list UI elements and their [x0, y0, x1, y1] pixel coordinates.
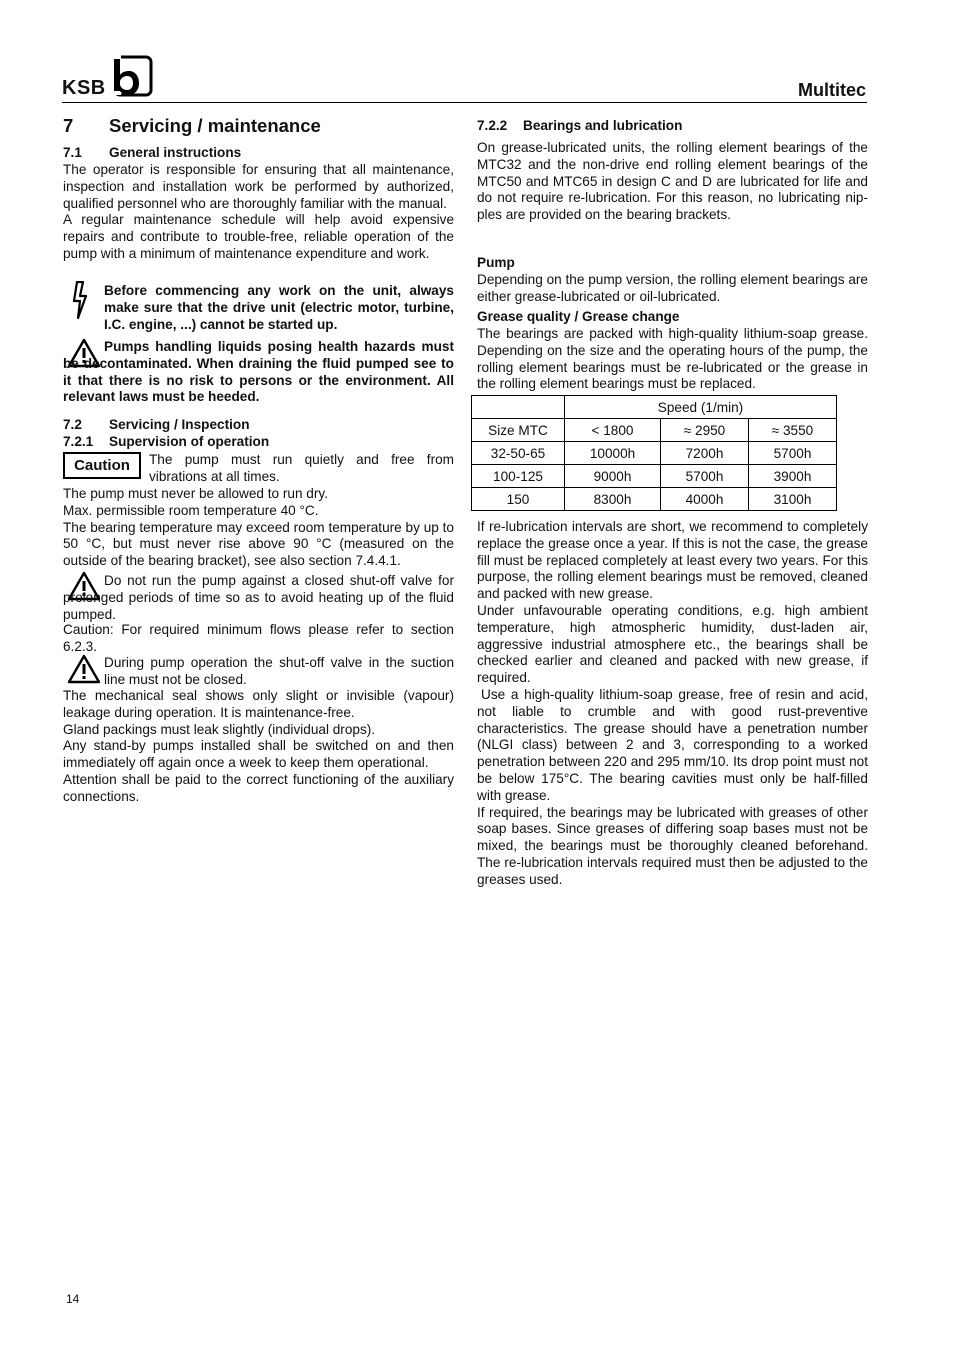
paragraph-text: Gland packings must leak slightly (individual drops). [63, 721, 376, 737]
paragraph-text: A regular maintenance schedule will help avoid expensive repairs and contribute to trouble-free, reliable operation of the pump with a minimum of maintenance expenditure and work. [63, 212, 454, 261]
table-cell: 10000h [565, 442, 661, 465]
paragraph-group [63, 486, 454, 570]
hazard-warning: Pumps handling liquids posing health hazards must be decontaminated. When draining the fluid pumped see to it that there is no risk to persons or the environment. All relevant laws must be heeded. [63, 339, 454, 405]
table-cell: 3100h [749, 488, 837, 511]
table-cell: 8300h [565, 488, 661, 511]
subsection-title: Supervision of operation [109, 434, 270, 449]
paragraph-text: Under unfavourable operating conditions, e.g. high ambient temperature, high atmospheric humidity, dust-laden air, aggressive industrial atmosphere etc., the bearings shall be checked earlier and cleaned and packed with new grease, if required. [477, 602, 868, 686]
electric-warning: Before commencing any work on the unit, always make sure that the drive unit (electric motor, turbine, I.C. engine, ...) cannot be started up. [104, 283, 454, 332]
table-cell: 100-125 [472, 465, 565, 488]
paragraph: The bearings are packed with high-quality lithium-soap grease. Depending on the size and the operating hours of the pump, the rolling element bearings must be re-lubricated or the grease in the rolling element bearings must be replaced. [477, 326, 868, 392]
paragraph-text: Any stand-by pumps installed shall be switched on and then immediately off again once a week to keep them operational. [63, 738, 454, 771]
table-cell: 4000h [661, 488, 749, 511]
paragraph-text: The bearing temperature may exceed room temperature by up to 50 °C, but must never rise above 90 °C (measured on the outside of the bearing bracket), see also section 7.4.4.1. [63, 519, 454, 569]
paragraph: Depending on the pump version, the rolling element bearings are either grease-lubricated or oil-lubricated. [477, 272, 868, 304]
table-cell: 5700h [749, 442, 837, 465]
table-cell: 150 [472, 488, 565, 511]
subsection-number: 7.2 [63, 417, 82, 432]
section-7-2-2-heading [477, 118, 868, 135]
suction-warning: During pump operation the shut-off valve in the suction line must not be closed. [104, 655, 454, 687]
min-flow-paragraph: Caution: For required minimum flows please refer to section 6.2.3. [63, 622, 454, 654]
valve-warning: Do not run the pump against a closed shut-off valve for prolonged periods of time so as to avoid heating up of the fluid pumped. [63, 573, 454, 622]
table-header-cell: Size MTC [472, 419, 565, 442]
section-7-heading [63, 115, 454, 136]
document-title: Multitec [797, 80, 866, 100]
grease-quality-heading: Grease quality / Grease change [477, 309, 680, 324]
header-rule [62, 102, 867, 103]
subsection-title: Servicing / Inspection [109, 417, 250, 432]
table-row [472, 396, 837, 419]
subsection-title: General instructions [109, 145, 242, 160]
paragraph-text: The mechanical seal shows only slight or invisible (vapour) leakage during operation. It is maintenance-free. [63, 688, 454, 720]
paragraph-group [63, 688, 454, 806]
table-row [472, 488, 837, 511]
pump-heading: Pump [477, 255, 515, 270]
paragraph-text: If re-lubrication intervals are short, we recommend to completely replace the grease once a year. If this is not the case, the grease fill must be replaced completely at least every two years. For this purpose, the rolling element bearings must be removed, cleaned and packed with new grease. [477, 519, 868, 602]
paragraph-text: Use a high-quality lithium-soap grease, free of resin and acid, not liable to crumble and with good rust-preventive characteristics. The grease should have a penetration number (NLGI class) between 2 and 3, corresponding to a worked penetration between 220 and 295 mm/10. Its drop point must not be below 175°C. The bearing cavities must only be half-filled with grease. [477, 686, 868, 803]
table-cell: 32-50-65 [472, 442, 565, 465]
logo-text: KSB [62, 77, 106, 99]
section-7-1-heading [63, 145, 454, 162]
table-cell: 9000h [565, 465, 661, 488]
subsection-number: 7.2.1 [63, 434, 94, 449]
subsection-number: 7.2.2 [477, 118, 508, 133]
lubrication-interval-table [471, 395, 837, 511]
table-header-cell: ≈ 3550 [749, 419, 837, 442]
section-7-2-heading [63, 417, 454, 434]
caution-label: Caution [63, 452, 141, 479]
electric-hazard-icon [70, 281, 92, 319]
paragraph-text: The pump must never be allowed to run dry. [63, 486, 328, 501]
table-cell [472, 396, 565, 419]
table-header-cell: ≈ 2950 [661, 419, 749, 442]
table-cell: 5700h [661, 465, 749, 488]
table-row [472, 442, 837, 465]
paragraph-text: Max. permissible room temperature 40 °C. [63, 502, 319, 518]
table-header-cell: Speed (1/min) [565, 396, 837, 419]
table-cell: 7200h [661, 442, 749, 465]
section-number: 7 [63, 115, 74, 136]
paragraph: On grease-lubricated units, the rolling element bearings of the MTC32 and the non-drive end rolling element bearings of the MTC50 and MTC65 in design C and D are lubricated for life and do not require re-lubrication. For this reason, no lubricating nip-ples are provided on the bearing brackets. [477, 140, 868, 223]
table-cell: 3900h [749, 465, 837, 488]
table-row [472, 419, 837, 442]
page-number: 14 [66, 1292, 80, 1306]
warning-triangle-icon [67, 654, 101, 684]
paragraph-text: Attention shall be paid to the correct functioning of the auxiliary connections. [63, 771, 454, 804]
caution-text: The pump must run quietly and free from vibrations at all times. [149, 452, 454, 484]
section-title: Servicing / maintenance [109, 115, 321, 136]
subsection-number: 7.1 [63, 145, 82, 160]
section-7-2-1-heading [63, 434, 454, 451]
ksb-logo-mark-icon [110, 55, 154, 97]
paragraph-text: If required, the bearings may be lubricated with greases of other soap bases. Since greases of differing soap bases must not be mixed, the bearings must be thoroughly cleaned beforehand. The re-lubrication intervals required must then be adjusted to the greases used. [477, 804, 868, 887]
paragraph-text: The operator is responsible for ensuring that all maintenance, inspection and installation work be performed by authorized, qualified personnel who are thoroughly familiar with the manual. [63, 162, 454, 211]
subsection-title: Bearings and lubrication [523, 118, 683, 133]
paragraph [63, 162, 454, 263]
table-header-cell: < 1800 [565, 419, 661, 442]
table-row [472, 465, 837, 488]
paragraph-group [477, 519, 868, 889]
